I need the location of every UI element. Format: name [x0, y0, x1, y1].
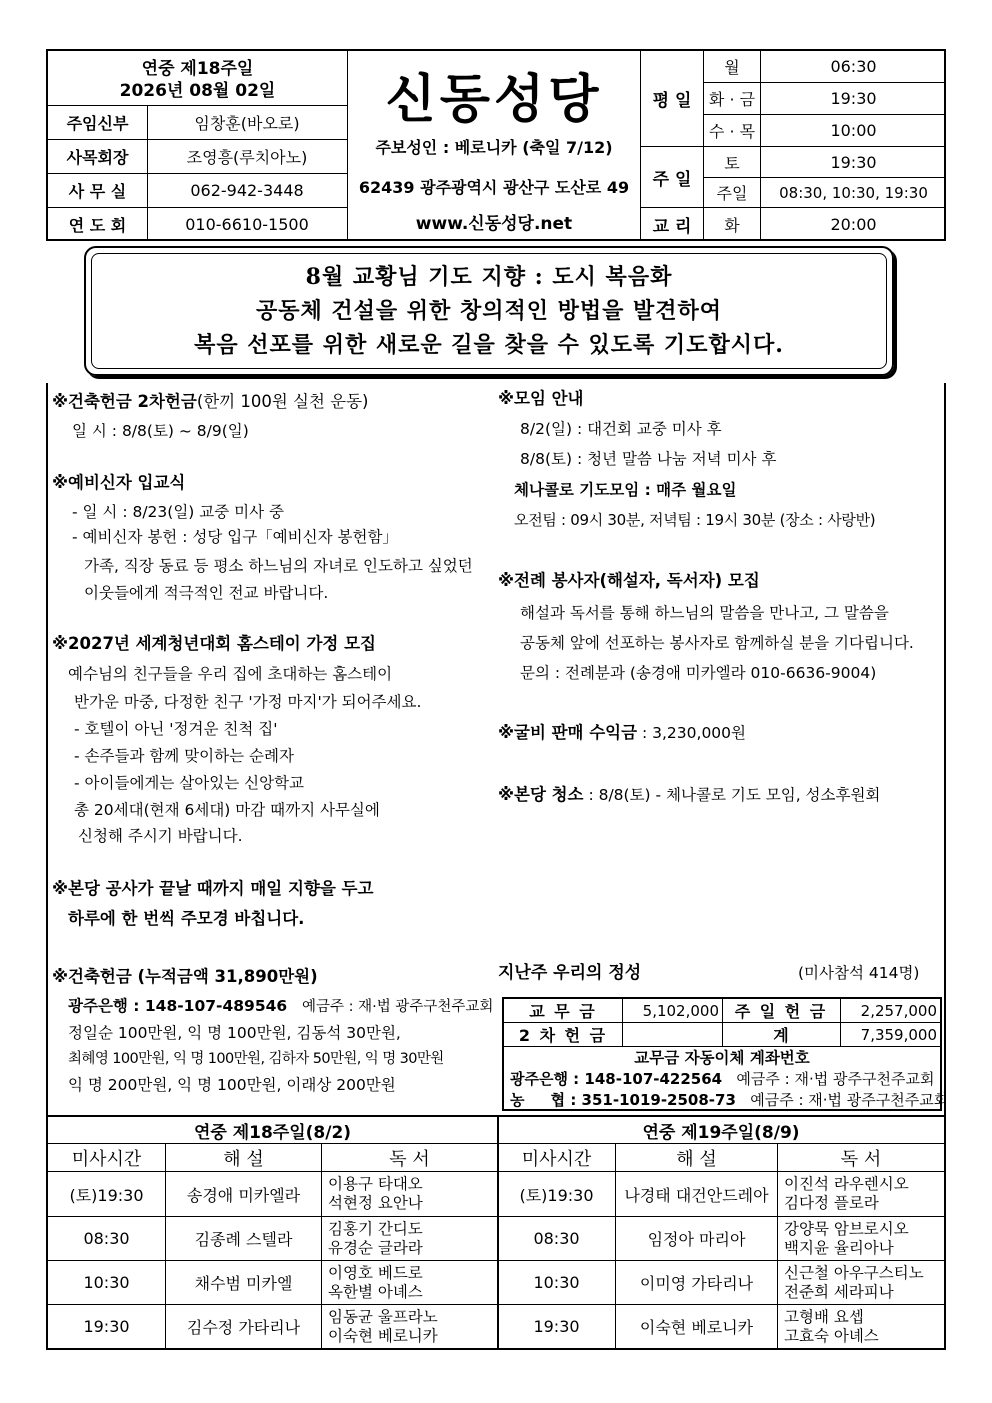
- body-line: 예수님의 친구들을 우리 집에 초대하는 홈스테이: [68, 665, 393, 683]
- reader: 전준희 세라피나: [784, 1282, 894, 1301]
- prayer-line: 복음 선포를 위한 새로운 길을 찾을 수 있도록 기도합시다.: [194, 332, 784, 358]
- reader: 이용구 타대오: [328, 1175, 423, 1193]
- schedule-time: 19:30: [830, 152, 877, 172]
- section-rosary: ※본당 공사가 끝날 때까지 매일 지향을 두고: [52, 879, 374, 898]
- catechism-label: 교 리: [652, 217, 692, 237]
- section-rosary-line2: 하루에 한 번씩 주모경 바칩니다.: [68, 909, 305, 928]
- weekday-label: 평 일: [652, 91, 692, 111]
- bulletin-header: [46, 49, 946, 241]
- page-right-border: [944, 383, 946, 1115]
- readers: [322, 1305, 497, 1348]
- schedule-time: 20:00: [830, 215, 877, 234]
- mass-time: 10:30: [83, 1273, 130, 1292]
- offering-value: 2,257,000: [860, 1001, 937, 1020]
- commentator: 김종례 스텔라: [194, 1230, 293, 1249]
- body-line: - 손주들과 함께 맞이하는 순례자: [74, 747, 294, 765]
- body-line: 문의 : 전례분과 (송경애 미카엘라 010-6636-9004): [520, 664, 877, 682]
- schedule-time: 08:30, 10:30, 19:30: [779, 183, 928, 202]
- reader: 유경순 글라라: [328, 1238, 423, 1257]
- schedule-day: 수 · 목: [708, 122, 756, 141]
- body-line: 해설과 독서를 통해 하느님의 말씀을 만나고, 그 말씀을: [520, 604, 889, 622]
- reader: 신근철 아우구스티노: [784, 1263, 924, 1282]
- week18-title: 연중 제18주일(8/2): [193, 1122, 352, 1143]
- mass-time: (토)19:30: [69, 1185, 144, 1205]
- reader: 백지윤 율리아나: [784, 1238, 894, 1257]
- reader: 옥한별 아녜스: [328, 1282, 423, 1301]
- reader: 이숙현 베로니카: [328, 1326, 438, 1345]
- bank-line: 광주은행 : 148-107-489546 예금주 : 재·법 광주구천주교회: [68, 997, 494, 1015]
- body-line: 일 시 : 8/8(토) ~ 8/9(일): [72, 422, 249, 440]
- church-address: 62439 광주광역시 광산구 도산로 49: [358, 177, 630, 197]
- offering-table: [502, 997, 949, 1111]
- section-building-total: ※건축헌금 (누적금액 31,890만원): [52, 967, 318, 986]
- reader: 김다정 플로라: [784, 1194, 879, 1212]
- col-commentator: 해 설: [223, 1148, 264, 1170]
- reader: 임동균 울프라노: [328, 1307, 438, 1326]
- col-reader: 독 서: [389, 1148, 430, 1170]
- offering-title: 지난주 우리의 정성: [498, 963, 642, 983]
- schedule-time: 10:00: [830, 121, 877, 140]
- readers: [322, 1217, 497, 1260]
- commentator: 송경애 미카엘라: [186, 1185, 301, 1205]
- mass-time: 08:30: [533, 1229, 580, 1248]
- attendance-count: (미사참석 414명): [798, 964, 920, 982]
- reference-mark-icon: ※: [52, 392, 69, 411]
- prayer-intention-box: [84, 246, 894, 376]
- mass-time: 19:30: [83, 1317, 130, 1336]
- section-cleaning: ※본당 청소 : 8/8(토) - 체나콜로 기도 모임, 성소후원회: [498, 785, 881, 804]
- bank-line: 농 협 : 351-1019-2508-73 예금주 : 재·법 광주구천주교회: [510, 1091, 949, 1109]
- reference-mark-icon: ※: [52, 967, 69, 986]
- offering-value: [622, 1023, 722, 1046]
- body-line: 공동체 앞에 선포하는 봉사자로 함께하실 분을 기다립니다.: [520, 634, 914, 652]
- body-line: - 일 시 : 8/23(일) 교중 미사 중: [72, 503, 284, 521]
- section-homestay: ※2027년 세계청년대회 홈스테이 가정 모집: [52, 634, 376, 653]
- mass-time: 08:30: [83, 1229, 130, 1248]
- col-mass-time: 미사시간: [71, 1148, 142, 1170]
- pastor-label: 주임신부: [66, 114, 129, 133]
- council-label: 사목회장: [66, 148, 129, 167]
- commentator: 김수정 가타리나: [186, 1318, 301, 1337]
- mass-time: (토)19:30: [519, 1185, 594, 1205]
- page-left-border: [46, 383, 48, 1115]
- church-name: 신동성당: [385, 68, 603, 130]
- pastor-name: 임창훈(바오로): [194, 114, 300, 133]
- section-building-offering: ※건축헌금 2차헌금(한끼 100원 실천 운동): [52, 392, 369, 411]
- reference-mark-icon: ※: [52, 634, 69, 653]
- mass-time: 10:30: [533, 1273, 580, 1292]
- readers: [778, 1217, 944, 1260]
- donor-line: 익 명 200만원, 익 명 100만원, 이래상 200만원: [68, 1076, 396, 1094]
- commentator: 임정아 마리아: [647, 1230, 746, 1249]
- body-line: - 아이들에게는 살아있는 신앙학교: [74, 774, 304, 792]
- schedule-time: 06:30: [830, 57, 877, 76]
- section-liturgy-volunteers: ※전례 봉사자(해설자, 독서자) 모집: [498, 571, 760, 590]
- section-catechumen: ※예비신자 입교식: [52, 473, 186, 492]
- readers: [322, 1261, 497, 1304]
- body-line: 8/2(일) : 대건회 교중 미사 후: [520, 420, 722, 438]
- col-commentator: 해 설: [676, 1148, 717, 1170]
- reader: 고형배 요셉: [784, 1307, 864, 1326]
- reader: 이진석 라우렌시오: [784, 1175, 909, 1193]
- col-reader: 독 서: [840, 1148, 882, 1170]
- body-line: - 예비신자 봉헌 : 성당 입구「예비신자 봉헌함」: [72, 528, 398, 546]
- body-line: 신청해 주시기 바랍니다.: [78, 827, 243, 845]
- auto-transfer-title: 교무금 자동이체 계좌번호: [634, 1049, 810, 1067]
- office-phone: 062-942-3448: [190, 181, 304, 200]
- bulletin-date: 2026년 08월 02일: [119, 80, 276, 101]
- mass-time: 19:30: [533, 1317, 580, 1336]
- body-line: 체나콜로 기도모임 : 매주 월요일: [514, 481, 737, 499]
- readers: [778, 1305, 944, 1348]
- offering-label: 계: [773, 1026, 789, 1045]
- district-phone: 010-6610-1500: [185, 215, 309, 234]
- prayer-line: 공동체 건설을 위한 창의적인 방법을 발견하여: [255, 298, 723, 324]
- schedule-day: 토: [724, 153, 740, 173]
- church-website[interactable]: www.신동성당.net: [415, 213, 573, 234]
- reader: 강양묵 암브로시오: [784, 1219, 909, 1238]
- body-line: 이웃들에게 적극적인 전교 바랍니다.: [84, 584, 329, 602]
- council-president: 조영흥(루치아노): [186, 148, 308, 167]
- reference-mark-icon: ※: [498, 571, 515, 590]
- body-line: 반가운 마중, 다정한 친구 '가정 마지'가 되어주세요.: [74, 693, 422, 711]
- reader: 고효숙 아녜스: [784, 1326, 879, 1345]
- commentator: 나경태 대건안드레아: [624, 1185, 769, 1205]
- body-line: - 호텔이 아닌 '정겨운 친척 집': [74, 720, 278, 738]
- body-line: 총 20세대(현재 6세대) 마감 때까지 사무실에: [74, 801, 380, 819]
- readers: [778, 1261, 944, 1304]
- reader: 석현정 요안나: [328, 1194, 423, 1212]
- sunday-label: 주 일: [652, 169, 692, 190]
- week-title: 연중 제18주일: [141, 58, 254, 79]
- reader: 김홍기 간디도: [328, 1219, 423, 1238]
- mass-roster-table: [46, 1115, 946, 1350]
- offering-label: 주 일 헌 금: [734, 1002, 828, 1021]
- commentator: 이숙현 베로니카: [639, 1318, 754, 1337]
- commentator: 채수범 미카엘: [194, 1274, 293, 1293]
- reference-mark-icon: ※: [498, 389, 515, 408]
- offering-label: 2 차 헌 금: [518, 1026, 608, 1045]
- schedule-day: 화: [724, 216, 740, 235]
- reader: 이영호 베드로: [328, 1263, 423, 1282]
- readers: [778, 1172, 944, 1216]
- reference-mark-icon: ※: [52, 879, 69, 898]
- schedule-day: 화 · 금: [708, 90, 756, 109]
- reference-mark-icon: ※: [498, 723, 515, 742]
- readers: [322, 1172, 497, 1216]
- section-meetings: ※모임 안내: [498, 389, 584, 408]
- body-line: 8/8(토) : 청년 말씀 나눔 저녁 미사 후: [520, 450, 777, 468]
- office-label: 사 무 실: [68, 182, 127, 201]
- prayer-line: 8월 교황님 기도 지향 : 도시 복음화: [305, 264, 673, 290]
- patron-saint: 주보성인 : 베로니카 (축일 7/12): [375, 137, 613, 157]
- col-mass-time: 미사시간: [521, 1148, 592, 1170]
- bank-line: 광주은행 : 148-107-422564 예금주 : 재·법 광주구천주교회: [510, 1070, 935, 1088]
- reference-mark-icon: ※: [52, 473, 69, 492]
- reference-mark-icon: ※: [498, 785, 515, 804]
- section-fish-sale: ※굴비 판매 수익금 : 3,230,000원: [498, 723, 746, 742]
- commentator: 이미영 가타리나: [639, 1274, 754, 1293]
- body-line: 오전팀 : 09시 30분, 저녁팀 : 19시 30분 (장소 : 사랑반): [514, 511, 876, 529]
- offering-value: 7,359,000: [860, 1025, 937, 1044]
- schedule-time: 19:30: [830, 89, 877, 108]
- district-label: 연 도 회: [68, 216, 127, 235]
- schedule-day: 주일: [716, 184, 748, 203]
- donor-line: 최혜영 100만원, 익 명 100만원, 김하자 50만원, 익 명 30만원: [68, 1051, 444, 1067]
- offering-value: 5,102,000: [642, 1001, 719, 1020]
- week19-title: 연중 제19주일(8/9): [642, 1122, 800, 1143]
- body-line: 가족, 직장 동료 등 평소 하느님의 자녀로 인도하고 싶었던: [84, 557, 473, 575]
- offering-label: 교 무 금: [529, 1002, 597, 1021]
- schedule-day: 월: [724, 58, 740, 77]
- donor-line: 정일순 100만원, 익 명 100만원, 김동석 30만원,: [68, 1024, 401, 1042]
